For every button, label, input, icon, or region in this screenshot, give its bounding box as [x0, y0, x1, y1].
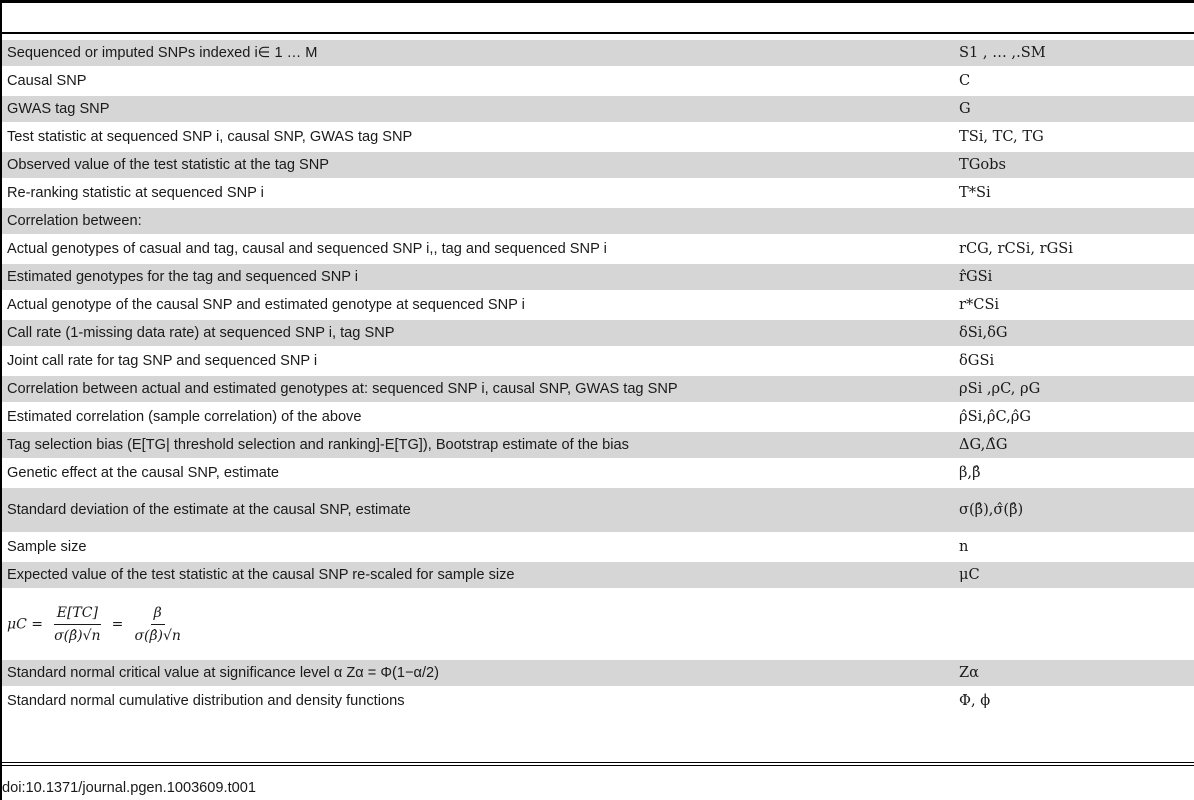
bottom-rule-2 [0, 765, 1194, 766]
row-description: Actual genotype of the causal SNP and estimated genotype at sequenced SNP i [2, 292, 954, 320]
row-description: Standard deviation of the estimate at the causal SNP, estimate [2, 488, 954, 534]
table-row [2, 152, 1194, 180]
doi-footer: doi:10.1371/journal.pgen.1003609.t001 [2, 780, 256, 796]
row-description: Actual genotypes of casual and tag, causal and sequenced SNP i,, tag and sequenced SNP i [2, 236, 954, 264]
formula-denominator-2: σ(β̂)√n [134, 627, 181, 644]
row-description: Standard normal cumulative distribution and density functions [2, 688, 954, 716]
row-description: Sequenced or imputed SNPs indexed i∈ 1 … M [2, 40, 954, 68]
row-description: Sample size [2, 534, 954, 562]
row-symbol: β,β̂ [954, 460, 1194, 488]
row-description: Genetic effect at the causal SNP, estimate [2, 460, 954, 488]
row-description: Test statistic at sequenced SNP i, causal SNP, GWAS tag SNP [2, 124, 954, 152]
table-row [2, 376, 1194, 404]
row-symbol: r*CSi [954, 292, 1194, 320]
row-symbol: δGSi [954, 348, 1194, 376]
row-description: GWAS tag SNP [2, 96, 954, 124]
table-row [2, 96, 1194, 124]
row-symbol [954, 590, 1194, 660]
header-rule [0, 32, 1194, 34]
table-row [2, 180, 1194, 208]
row-description: Joint call rate for tag SNP and sequenced SNP i [2, 348, 954, 376]
table-row [2, 264, 1194, 292]
row-symbol: μC [954, 562, 1194, 590]
row-description: Estimated genotypes for the tag and sequenced SNP i [2, 264, 954, 292]
table-row [2, 292, 1194, 320]
table-row [2, 562, 1194, 590]
table-row [2, 124, 1194, 152]
row-description: Re-ranking statistic at sequenced SNP i [2, 180, 954, 208]
table-row [2, 660, 1194, 688]
row-symbol: ρSi ,ρC, ρG [954, 376, 1194, 404]
table-row [2, 688, 1194, 716]
top-rule [0, 0, 1194, 3]
row-symbol: r̂GSi [954, 264, 1194, 292]
formula-equals: = [111, 615, 124, 632]
table-row [2, 488, 1194, 534]
row-symbol: Zα [954, 660, 1194, 688]
formula-cell [2, 590, 954, 660]
row-symbol: C [954, 68, 1194, 96]
row-symbol: ΔG,Δ̂G [954, 432, 1194, 460]
row-symbol: G [954, 96, 1194, 124]
row-symbol: Φ, ϕ [954, 688, 1194, 716]
formula-row [2, 590, 1194, 660]
row-description: Correlation between actual and estimated genotypes at: sequenced SNP i, causal SNP, GWAS tag SNP [2, 376, 954, 404]
formula-fraction-1 [51, 604, 104, 645]
row-symbol: rCG, rCSi, rGSi [954, 236, 1194, 264]
row-description: Tag selection bias (E[TG| threshold selection and ranking]-E[TG]), Bootstrap estimate of the bias [2, 432, 954, 460]
formula-numerator-1: E[TC] [54, 604, 101, 625]
table-row [2, 534, 1194, 562]
formula-denominator-1: σ(β̂)√n [54, 627, 101, 644]
row-symbol [954, 208, 1194, 236]
row-description: Standard normal critical value at significance level α Zα = Φ(1−α/2) [2, 660, 954, 688]
table-row [2, 432, 1194, 460]
row-symbol: ρ̂Si,ρ̂C,ρ̂G [954, 404, 1194, 432]
row-description: Correlation between: [2, 208, 954, 236]
table-row [2, 460, 1194, 488]
table-row [2, 40, 1194, 68]
formula-numerator-2: β [151, 604, 165, 625]
row-description: Estimated correlation (sample correlation) of the above [2, 404, 954, 432]
row-symbol: TGobs [954, 152, 1194, 180]
row-description: Causal SNP [2, 68, 954, 96]
bottom-rule-1 [0, 762, 1194, 763]
row-symbol: n [954, 534, 1194, 562]
table-row [2, 236, 1194, 264]
row-description: Observed value of the test statistic at the tag SNP [2, 152, 954, 180]
row-symbol: S1 , … ,.SM [954, 40, 1194, 68]
row-description: Call rate (1-missing data rate) at sequenced SNP i, tag SNP [2, 320, 954, 348]
formula-lhs: μC = [7, 615, 43, 632]
table-row [2, 404, 1194, 432]
notation-table [2, 40, 1194, 716]
row-symbol: TSi, TC, TG [954, 124, 1194, 152]
formula-fraction-2 [131, 604, 184, 645]
table-row [2, 320, 1194, 348]
row-description: Expected value of the test statistic at the causal SNP re-scaled for sample size [2, 562, 954, 590]
row-symbol: δSi,δG [954, 320, 1194, 348]
table-row [2, 348, 1194, 376]
row-symbol: σ(β̂),σ̂(β̂) [954, 488, 1194, 534]
table-row [2, 208, 1194, 236]
table-row [2, 68, 1194, 96]
row-symbol: T*Si [954, 180, 1194, 208]
